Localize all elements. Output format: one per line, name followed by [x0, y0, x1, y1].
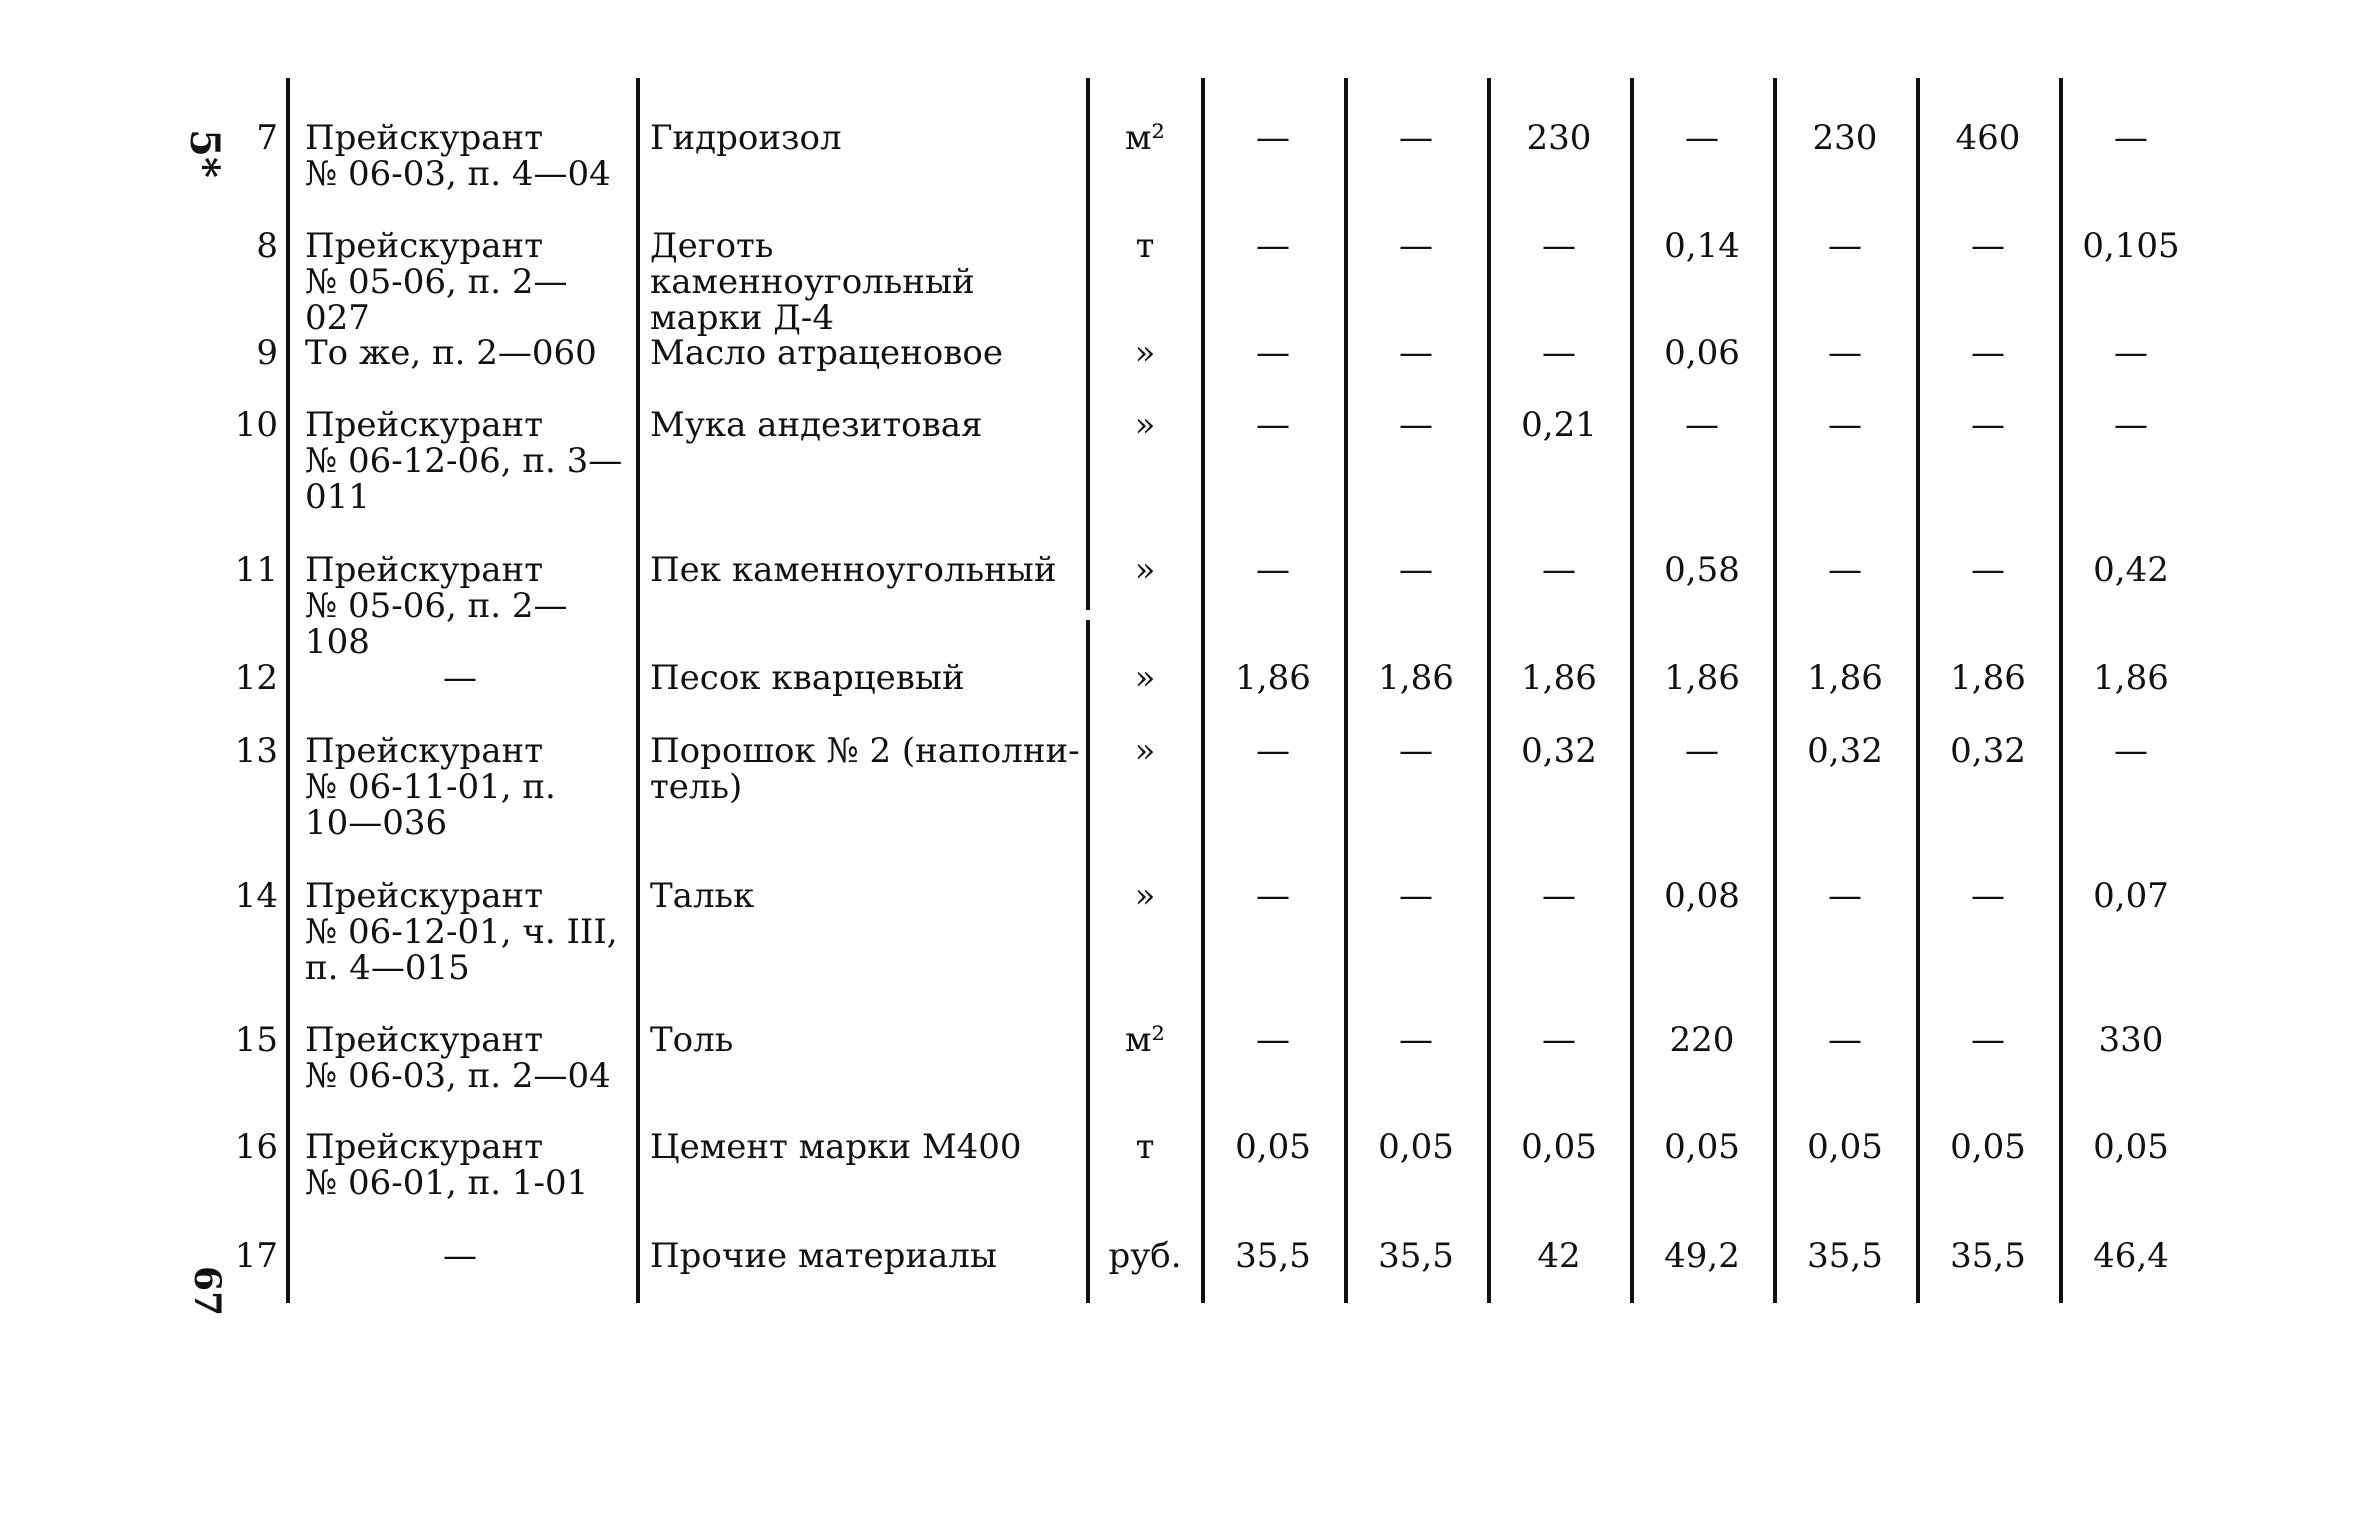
quantity-cell: — [1542, 1020, 1576, 1060]
quantity-cell: — [1399, 1020, 1433, 1060]
quantity-cell: — [1828, 333, 1862, 373]
price-list-reference: Прейскурант № 06-11-01, п. 10—036 [305, 731, 556, 843]
material-name: Масло атраценовое [650, 333, 1003, 373]
quantity-cell: 0,06 [1664, 333, 1740, 373]
quantity-cell: 1,86 [1521, 658, 1597, 698]
margin-mark-bottom: 67 [186, 1265, 229, 1317]
quantity-cell: 0,58 [1664, 550, 1740, 590]
quantity-cell: 330 [2098, 1020, 2164, 1060]
row-number: 12 [234, 658, 278, 698]
quantity-cell: 0,32 [1950, 731, 2026, 771]
quantity-cell: 230 [1526, 118, 1592, 158]
price-list-reference: Прейскурант № 06-12-01, ч. III, п. 4—015 [305, 876, 618, 988]
quantity-cell: 1,86 [1950, 658, 2026, 698]
rule-line [286, 78, 290, 1303]
quantity-cell: — [1399, 876, 1433, 916]
quantity-cell: 35,5 [1235, 1236, 1311, 1276]
unit-of-measure: т [1135, 1127, 1155, 1167]
unit-of-measure: м² [1124, 1020, 1166, 1060]
price-list-reference: Прейскурант № 06-03, п. 2—04 [305, 1020, 611, 1096]
quantity-cell: — [1971, 1020, 2005, 1060]
quantity-cell: — [1971, 405, 2005, 445]
price-list-reference: Прейскурант № 06-03, п. 4—04 [305, 118, 611, 194]
price-list-reference: То же, п. 2—060 [305, 333, 597, 373]
quantity-cell: — [1256, 1020, 1290, 1060]
quantity-cell: 0,105 [2082, 226, 2180, 266]
quantity-cell: — [1256, 333, 1290, 373]
quantity-cell: — [1399, 226, 1433, 266]
material-name: Гидроизол [650, 118, 842, 158]
quantity-cell: — [1685, 405, 1719, 445]
material-name: Тальк [650, 876, 755, 916]
unit-of-measure: » [1134, 405, 1156, 445]
quantity-cell: 0,05 [1950, 1127, 2026, 1167]
quantity-cell: — [1542, 226, 1576, 266]
quantity-cell: — [1256, 226, 1290, 266]
quantity-cell: 0,05 [2093, 1127, 2169, 1167]
unit-of-measure: руб. [1108, 1236, 1182, 1276]
quantity-cell: 0,32 [1521, 731, 1597, 771]
price-list-reference: Прейскурант № 06-12-06, п. 3— 011 [305, 405, 623, 517]
quantity-cell: 35,5 [1378, 1236, 1454, 1276]
quantity-cell: 0,05 [1378, 1127, 1454, 1167]
material-name: Мука андезитовая [650, 405, 983, 445]
quantity-cell: 0,32 [1807, 731, 1883, 771]
row-number: 11 [234, 550, 278, 590]
quantity-cell: — [1399, 550, 1433, 590]
price-list-reference: Прейскурант № 06-01, п. 1-01 [305, 1127, 589, 1203]
quantity-cell: — [1399, 405, 1433, 445]
row-number: 14 [234, 876, 278, 916]
row-number: 15 [234, 1020, 278, 1060]
material-name: Деготь каменноугольный марки Д-4 [650, 226, 975, 338]
row-number: 16 [234, 1127, 278, 1167]
quantity-cell: — [1399, 118, 1433, 158]
price-list-reference: Прейскурант № 05-06, п. 2—027 [305, 226, 568, 338]
quantity-cell: — [1828, 405, 1862, 445]
price-list-reference: — [443, 658, 477, 698]
quantity-cell: 0,07 [2093, 876, 2169, 916]
row-number: 17 [234, 1236, 278, 1276]
quantity-cell: 0,08 [1664, 876, 1740, 916]
quantity-cell: 0,05 [1807, 1127, 1883, 1167]
material-name: Толь [650, 1020, 734, 1060]
quantity-cell: — [1828, 876, 1862, 916]
rule-line [1086, 620, 1090, 1303]
quantity-cell: 1,86 [1235, 658, 1311, 698]
quantity-cell: — [1256, 876, 1290, 916]
quantity-cell: 1,86 [1664, 658, 1740, 698]
quantity-cell: 42 [1537, 1236, 1581, 1276]
quantity-cell: — [2114, 731, 2148, 771]
quantity-cell: — [1542, 876, 1576, 916]
quantity-cell: — [1685, 118, 1719, 158]
quantity-cell: 35,5 [1807, 1236, 1883, 1276]
margin-mark-top: 5* [180, 129, 228, 178]
material-name: Цемент марки М400 [650, 1127, 1022, 1167]
quantity-cell: 1,86 [2093, 658, 2169, 698]
quantity-cell: — [1971, 876, 2005, 916]
unit-of-measure: » [1134, 731, 1156, 771]
quantity-cell: 35,5 [1950, 1236, 2026, 1276]
quantity-cell: 0,21 [1521, 405, 1597, 445]
quantity-cell: — [1685, 731, 1719, 771]
row-number: 10 [234, 405, 278, 445]
quantity-cell: 460 [1955, 118, 2021, 158]
unit-of-measure: » [1134, 876, 1156, 916]
quantity-cell: 220 [1669, 1020, 1735, 1060]
material-name: Пек каменноугольный [650, 550, 1057, 590]
quantity-cell: 1,86 [1378, 658, 1454, 698]
quantity-cell: 0,14 [1664, 226, 1740, 266]
quantity-cell: — [1828, 226, 1862, 266]
unit-of-measure: » [1134, 658, 1156, 698]
unit-of-measure: т [1135, 226, 1155, 266]
quantity-cell: — [1399, 731, 1433, 771]
quantity-cell: — [1971, 226, 2005, 266]
quantity-cell: — [1971, 333, 2005, 373]
quantity-cell: 0,05 [1664, 1127, 1740, 1167]
quantity-cell: — [1256, 550, 1290, 590]
row-number: 13 [234, 731, 278, 771]
quantity-cell: — [1971, 550, 2005, 590]
quantity-cell: — [1828, 1020, 1862, 1060]
material-name: Порошок № 2 (наполни- тель) [650, 731, 1080, 807]
row-number: 7 [256, 118, 278, 158]
quantity-cell: 49,2 [1664, 1236, 1740, 1276]
price-list-reference: Прейскурант № 05-06, п. 2—108 [305, 550, 568, 662]
quantity-cell: 1,86 [1807, 658, 1883, 698]
quantity-cell: — [1828, 550, 1862, 590]
unit-of-measure: » [1134, 333, 1156, 373]
quantity-cell: 230 [1812, 118, 1878, 158]
material-name: Песок кварцевый [650, 658, 965, 698]
quantity-cell: 0,05 [1235, 1127, 1311, 1167]
row-number: 9 [256, 333, 278, 373]
material-name: Прочие материалы [650, 1236, 997, 1276]
quantity-cell: — [1256, 118, 1290, 158]
quantity-cell: — [2114, 333, 2148, 373]
rule-line [636, 78, 640, 1303]
row-number: 8 [256, 226, 278, 266]
quantity-cell: 0,42 [2093, 550, 2169, 590]
quantity-cell: — [1542, 333, 1576, 373]
quantity-cell: — [1399, 333, 1433, 373]
quantity-cell: 46,4 [2093, 1236, 2169, 1276]
price-list-reference: — [443, 1236, 477, 1276]
quantity-cell: — [1256, 731, 1290, 771]
quantity-cell: — [1256, 405, 1290, 445]
quantity-cell: — [2114, 405, 2148, 445]
quantity-cell: — [1542, 550, 1576, 590]
unit-of-measure: » [1134, 550, 1156, 590]
unit-of-measure: м² [1124, 118, 1166, 158]
quantity-cell: 0,05 [1521, 1127, 1597, 1167]
quantity-cell: — [2114, 118, 2148, 158]
